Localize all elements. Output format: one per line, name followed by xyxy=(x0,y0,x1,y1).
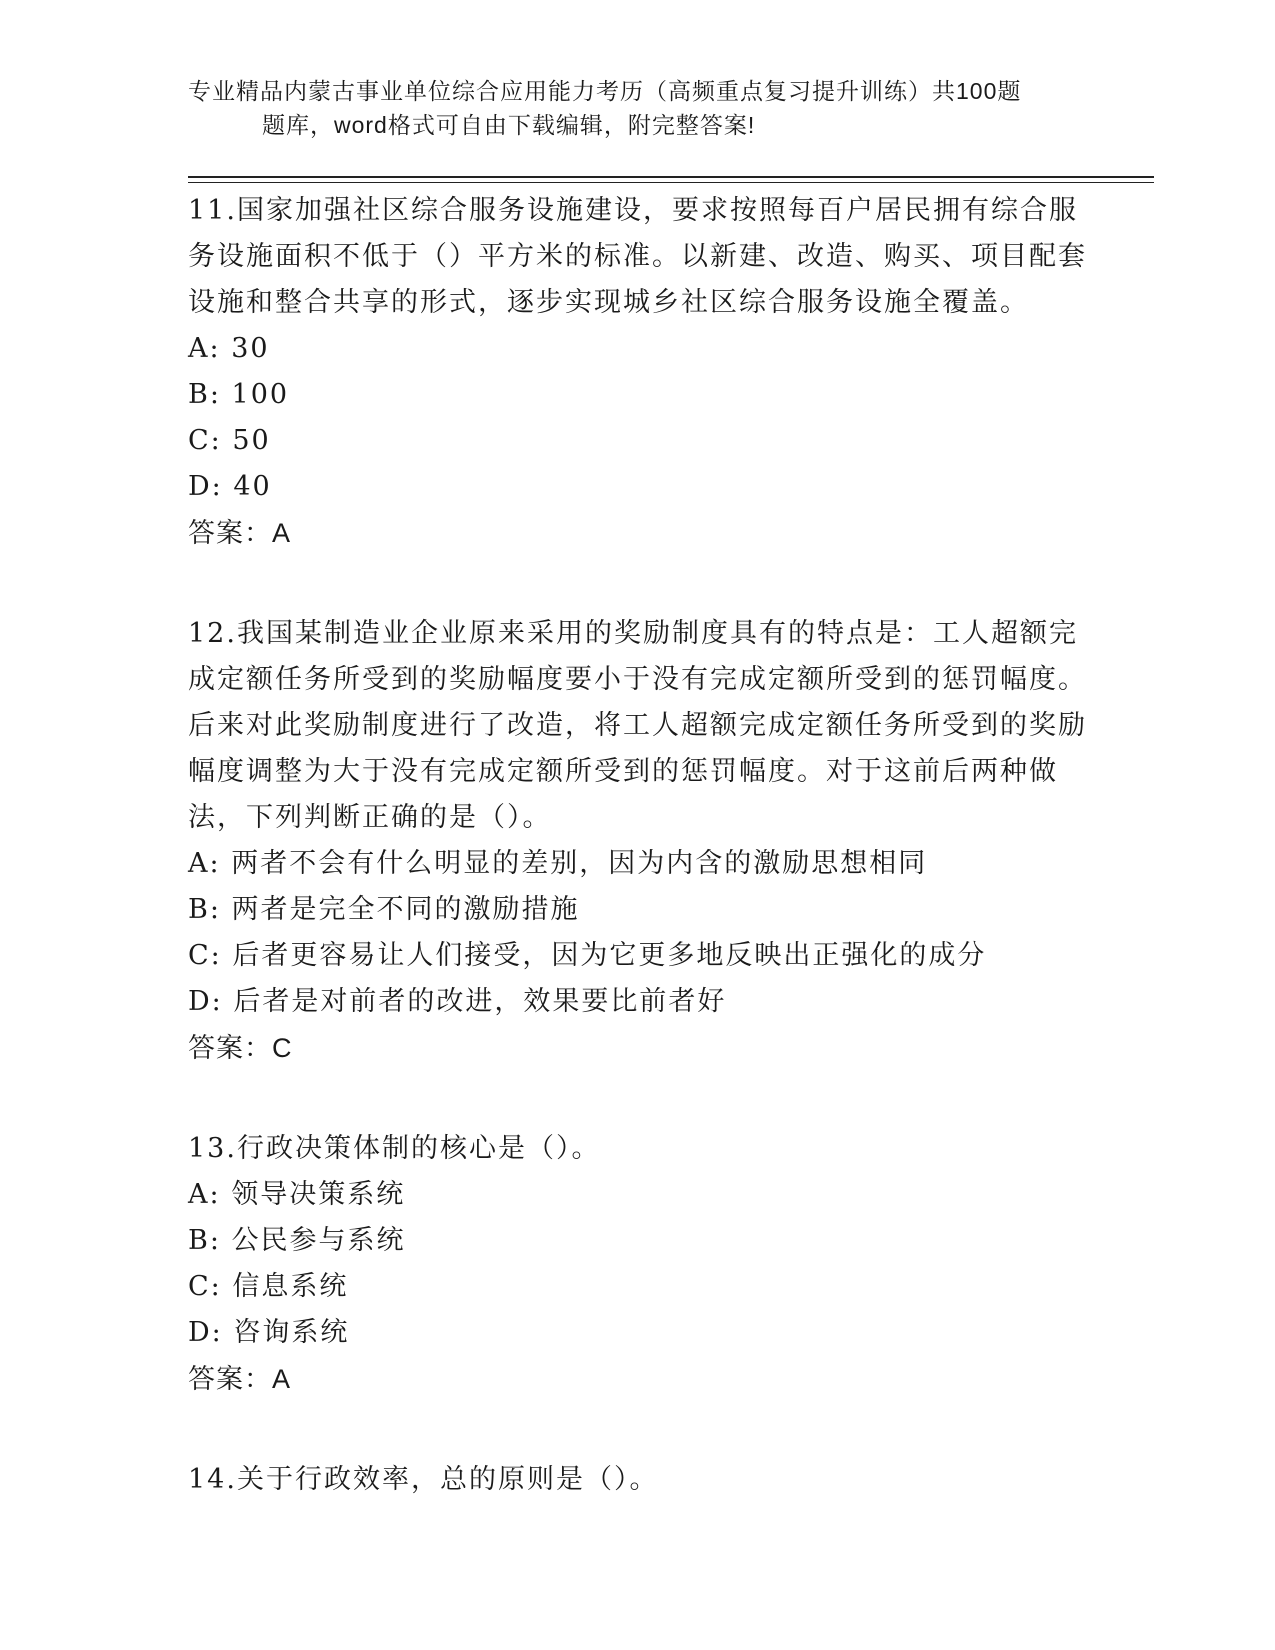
option-b xyxy=(188,372,1088,418)
option-label: B: xyxy=(188,1225,221,1256)
option-c xyxy=(188,1264,1088,1310)
option-text: 100 xyxy=(231,379,290,410)
question-14 xyxy=(188,1457,1088,1503)
option-label: D: xyxy=(188,471,223,502)
option-a xyxy=(188,841,1088,887)
option-label: A: xyxy=(188,848,221,879)
option-d xyxy=(188,464,1088,510)
option-label: A: xyxy=(188,1179,221,1210)
question-13 xyxy=(188,1126,1088,1402)
option-text: 后者是对前者的改进，效果要比前者好 xyxy=(233,986,727,1017)
header-title-line1: 专业精品内蒙古事业单位综合应用能力考历（高频重点复习提升训练）共100题 xyxy=(188,78,1022,104)
question-stem: 12.我国某制造业企业原来采用的奖励制度具有的特点是：工人超额完成定额任务所受到的奖励幅度要小于没有完成定额所受到的惩罚幅度。后来对此奖励制度进行了改造，将工人超额完成定额任务所受到的奖励幅度调整为大于没有完成定额所受到的惩罚幅度。对于这前后两种做法，下列判断正确的是（）。 xyxy=(188,618,1087,833)
option-b xyxy=(188,1218,1088,1264)
option-text: 两者是完全不同的激励措施 xyxy=(231,894,580,925)
document-header xyxy=(188,74,1068,142)
option-b xyxy=(188,887,1088,933)
option-label: D: xyxy=(188,986,223,1017)
option-a xyxy=(188,1172,1088,1218)
option-text: 两者不会有什么明显的差别，因为内含的激励思想相同 xyxy=(231,848,928,879)
question-stem: 11.国家加强社区综合服务设施建设，要求按照每百户居民拥有综合服务设施面积不低于（）平方米的标准。以新建、改造、购买、项目配套设施和整合共享的形式，逐步实现城乡社区综合服务设施全覆盖。 xyxy=(188,195,1087,318)
option-c xyxy=(188,418,1088,464)
question-11 xyxy=(188,188,1088,556)
option-text: 领导决策系统 xyxy=(231,1179,406,1210)
header-rule-thick xyxy=(188,176,1154,178)
option-label: C: xyxy=(188,425,222,456)
option-c xyxy=(188,933,1088,979)
question-stem: 14.关于行政效率，总的原则是（）。 xyxy=(188,1464,659,1495)
option-label: C: xyxy=(188,940,222,971)
option-text: 咨询系统 xyxy=(233,1317,350,1348)
option-label: C: xyxy=(188,1271,222,1302)
option-label: A: xyxy=(188,333,221,364)
option-text: 公民参与系统 xyxy=(231,1225,406,1256)
option-d xyxy=(188,979,1088,1025)
header-rule-thin xyxy=(188,182,1154,183)
question-list xyxy=(188,188,1088,1503)
answer-line: 答案：A xyxy=(188,1364,292,1394)
option-text: 50 xyxy=(232,425,271,456)
option-label: D: xyxy=(188,1317,223,1348)
option-text: 信息系统 xyxy=(232,1271,349,1302)
answer-line: 答案：A xyxy=(188,518,292,548)
question-12 xyxy=(188,611,1088,1071)
option-label: B: xyxy=(188,894,221,925)
option-label: B: xyxy=(188,379,221,410)
header-title-line2: 题库，word格式可自由下载编辑，附完整答案! xyxy=(262,112,756,138)
option-a xyxy=(188,326,1088,372)
answer-line: 答案：C xyxy=(188,1033,293,1063)
option-text: 后者更容易让人们接受，因为它更多地反映出正强化的成分 xyxy=(232,940,987,971)
question-stem: 13.行政决策体制的核心是（）。 xyxy=(188,1133,601,1164)
option-text: 40 xyxy=(233,471,272,502)
option-text: 30 xyxy=(231,333,270,364)
option-d xyxy=(188,1310,1088,1356)
